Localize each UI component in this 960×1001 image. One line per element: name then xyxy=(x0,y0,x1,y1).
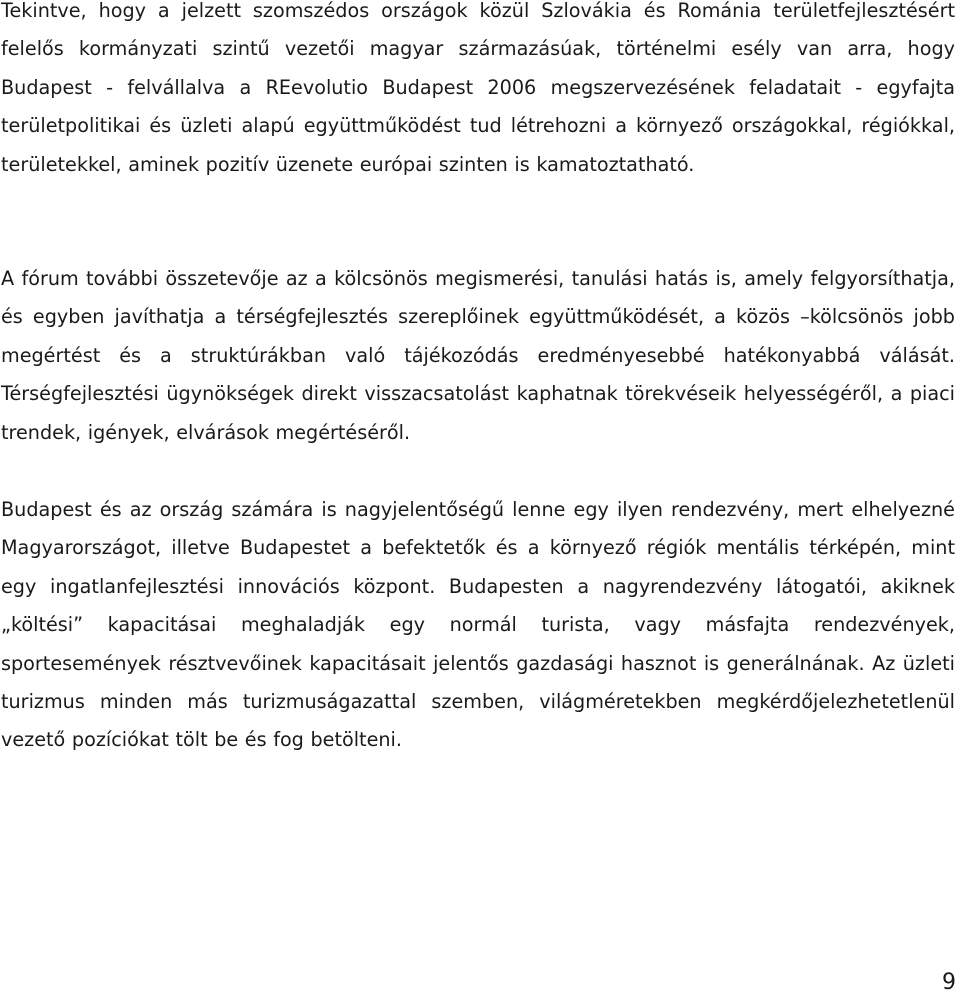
page-number: 9 xyxy=(942,970,956,995)
paragraph-2: A fórum további összetevője az a kölcsönös megismerési, tanulási hatás is, amely felgyorsíthatja, és egyben javíthatja a térségfejlesztés szereplőinek együttműködését, a közös –kölcsönös jobb megértést és a struktúrákban való tájékozódás eredményesebbé hatékonyabbá válását. Térségfejlesztési ügynökségek direkt visszacsatolást kaphatnak törekvéseik helyességéről, a piaci trendek, igények, elvárások megértéséről. xyxy=(1,267,955,444)
paragraph-1: Tekintve, hogy a jelzett szomszédos országok közül Szlovákia és Románia területfejlesztésért felelős kormányzati szintű vezetői magyar származásúak, történelmi esély van arra, hogy Budapest - felvállalva a REevolutio Budapest 2006 megszervezésének feladatait - egyfajta területpolitikai és üzleti alapú együttműködést tud létrehozni a környező országokkal, régiókkal, területekkel, aminek pozitív üzenete európai szinten is kamatoztatható. xyxy=(1,0,955,176)
paragraph-3: Budapest és az ország számára is nagyjelentőségű lenne egy ilyen rendezvény, mert elhelyezné Magyarországot, illetve Budapestet a befektetők és a környező régiók mentális térképén, mint egy ingatlanfejlesztési innovációs központ. Budapesten a nagyrendezvény látogatói, akiknek „költési” kapacitásai meghaladják egy normál turista, vagy másfajta rendezvények, sportesemények résztvevőinek kapacitásait jelentős gazdasági hasznot is generálnának. Az üzleti turizmus minden más turizmuságazattal szemben, világméretekben megkérdőjelezhetetlenül vezető pozíciókat tölt be és fog betölteni. xyxy=(1,498,955,752)
